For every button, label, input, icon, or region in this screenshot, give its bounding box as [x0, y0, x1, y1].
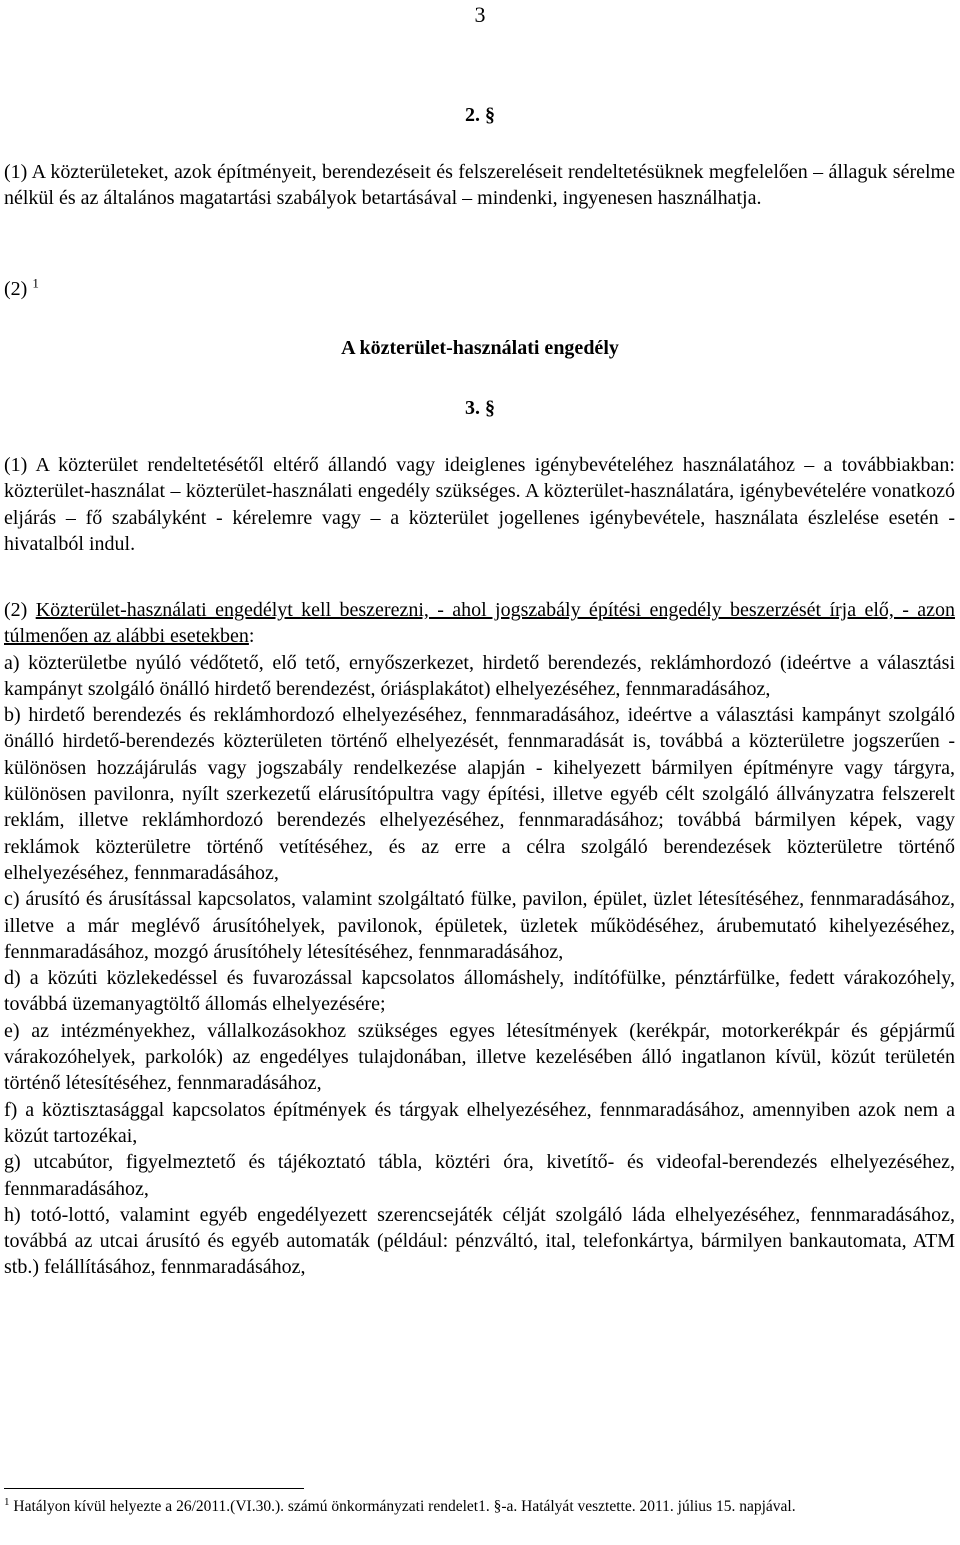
- section-sign: §: [485, 397, 495, 419]
- section-number: 2.: [465, 104, 480, 126]
- paragraph-intro: [4, 597, 955, 650]
- list-item-d: d) a közúti közlekedéssel és fuvarozással kapcsolatos állomáshely, indítófülke, pénztárfülke, fedett várakozóhely, továbbá üzemanyagtöltő állomás elhelyezésére;: [4, 967, 955, 1016]
- list-item-f: f) a köztisztasággal kapcsolatos építmények és tárgyak elhelyezéséhez, fennmaradásához, amennyiben azok nem a közút tartozékai,: [4, 1098, 955, 1147]
- page-number: 3: [474, 2, 486, 27]
- footnote: [4, 1495, 955, 1519]
- footnote-marker: 1: [4, 1495, 10, 1508]
- section-number: 3.: [465, 397, 480, 419]
- underlined-text: Közterület-használati engedélyt kell beszerezni, - ahol jogszabály építési engedély beszerzését írja elő, - azon túlmenően az alábbi esetekben: [4, 599, 956, 648]
- section-2-title: [0, 102, 960, 128]
- list-item-h: h) totó-lottó, valamint egyéb engedélyezett szerencsejáték célját szolgáló láda elhelyezéséhez, fennmaradásához, továbbá az utcai árusító és egyéb automaták (például: pénzváltó, ital, telefonkártya, bármilyen bankautomata, ATM stb.) felállításához, fennmaradásához,: [4, 1203, 955, 1279]
- footnote-text: Hatályon kívül helyezte a 26/2011.(VI.30.). számú önkormányzati rendelet1. §-a. Hatályát vesztette. 2011. július 15. napjával.: [13, 1498, 796, 1515]
- list-item-e: e) az intézményekhez, vállalkozásokhoz szükséges egyes létesítmények (kerékpár, motorkerékpár és gépjármű várakozóhelyek, parkolók) az engedélyes tulajdonában, illetve kezelésében álló ingatlanon kívül, közút területén történő létesítéséhez, fennmaradásához,: [4, 1019, 955, 1095]
- list-item-a: a) közterületbe nyúló védőtető, elő tető, ernyőszerkezet, hirdető berendezés, reklámhordozó (ideértve a választási kampányt szolgáló önálló hirdető berendezést, óriásplakátot) elhelyezéséhez, fennmaradásához,: [4, 651, 955, 700]
- list-item-c: c) árusító és árusítással kapcsolatos, valamint szolgáltató fülke, pavilon, épület, üzlet létesítéséhez, fennmaradásához, illetve a már meglévő árusítóhelyek, pavilonok, épületek, üzletek működéséhez, árubemutató kihelyezéséhez, fennmaradásához, mozgó árusítóhely létesítéséhez, fennmaradásához,: [4, 888, 955, 963]
- section-3-title: [0, 395, 960, 421]
- footnote-reference[interactable]: 1: [32, 275, 39, 291]
- list-item-b: b) hirdető berendezés és reklámhordozó elhelyezéséhez, fennmaradásához, ideértve a választási kampányt szolgáló önálló hirdető-berendezés közterületen történő elhelyezését, fennmaradását is, továbbá a közterületre jogszerűen - különösen hozzájárulás vagy jogszabály rendelkezése alapján - kihelyezett bármilyen építményre vagy tárgyra, különösen pavilonra, nyílt szerkezetű elárusítópultra vagy építési, illetve egyéb célt szolgáló állványzatra felszerelt reklám, illetve reklámhordozó berendezés elhelyezéséhez, fennmaradásához; továbbá bármilyen képek, vagy reklámok közterületre történő vetítéséhez, és az erre a célra szolgáló berendezések közterületre történő elhelyezéséhez, fennmaradásához,: [4, 704, 955, 884]
- footnote-separator: [4, 1488, 304, 1489]
- colon: :: [248, 625, 255, 648]
- section-2-paragraph-2: [4, 276, 955, 302]
- section-3-paragraph-2: [4, 597, 955, 1281]
- list-item-g: g) utcabútor, figyelmeztető és tájékoztató tábla, köztéri óra, kivetítő- és videofal-berendezés elhelyezéséhez, fennmaradásához,: [4, 1151, 955, 1200]
- section-3-paragraph-1: (1) A közterület rendeltetésétől eltérő állandó vagy ideiglenes igénybevételéhez használatához – a továbbiakban: közterület-használat – közterület-használati engedély szükséges. A közterület-használatára, igénybevételére vonatkozó eljárás – fő szabályként - kérelemre vagy – a közterület jogellenes igénybevétele, használata észlelése esetén - hivatalból indul.: [4, 454, 955, 555]
- section-sign: §: [485, 104, 495, 126]
- section-2-paragraph-1: (1) A közterületeket, azok építményeit, berendezéseit és felszereléseit rendeltetésüknek megfelelően – állaguk sérelme nélkül és az általános magatartási szabályok betartásával – mindenki, ingyenesen használhatja.: [4, 161, 955, 210]
- paragraph-number: (2): [4, 278, 28, 300]
- section-heading: A közterület-használati engedély: [341, 337, 619, 359]
- paragraph-number: (2): [4, 599, 28, 621]
